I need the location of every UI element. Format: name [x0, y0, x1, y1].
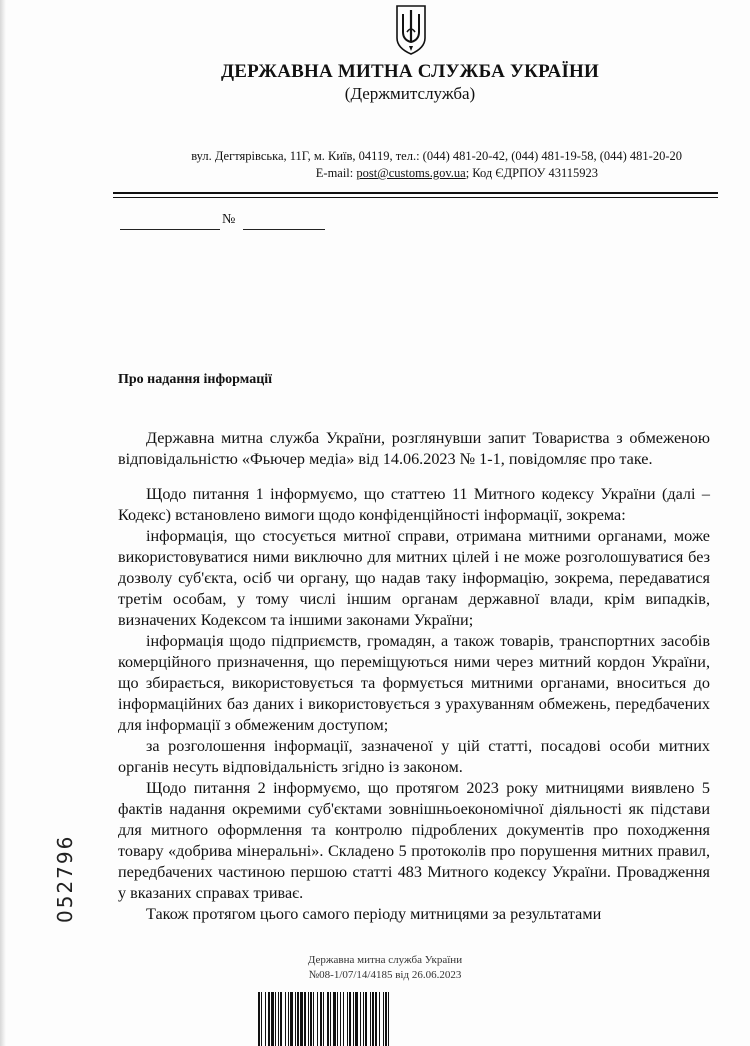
body-paragraph: Щодо питання 1 інформуємо, що статтею 11 Митного кодексу України (далі – Кодекс) встановлено вимоги щодо конфіденційності інформації, зокрема: [118, 485, 710, 524]
organization-title: ДЕРЖАВНА МИТНА СЛУЖБА УКРАЇНИ [220, 61, 600, 82]
email-label: E-mail: [315, 166, 357, 180]
edrpou-code: ; Код ЄДРПОУ 43115923 [465, 166, 598, 180]
barcode-bar [389, 992, 391, 1046]
contact-line [0, 165, 682, 182]
body-paragraph: Також протягом цього самого періоду митницями за результатами [146, 905, 602, 923]
body-paragraph: інформація, що стосується митної справи, отримана митними органами, може використовуватися ними виключно для митних цілей і не може розголошуватися без дозволу суб'єкта, осіб чи органу, що надав таку інформацію, зокрема, передаватися третім особам, у тому числі іншим органам державної влади, крім випадків, визначених Кодексом та іншими законами України; [118, 527, 710, 629]
stamp-org: Державна митна служба України [307, 954, 463, 966]
body-paragraph: за розголошення інформації, зазначеної у цій статті, посадові особи митних органів несуть відповідальність згідно із законом. [118, 737, 710, 776]
header-divider-thick [113, 192, 718, 194]
registration-number-blank [243, 229, 325, 230]
registration-date-blank [120, 229, 220, 230]
address-block [0, 148, 750, 182]
registration-number-sign: № [222, 212, 236, 227]
body-paragraph: Щодо питання 2 інформуємо, що протягом 2023 року митницями виявлено 5 фактів надання окремими суб'єктами зовнішньоекономічної діяльності як підстави для митного оформлення та контролю підроблених документів про походження товару «добрива мінеральні». Складено 5 протоколів про порушення митних правил, передбачених частиною першою статті 483 Митного кодексу України. Провадження у вказаних справах триває. [118, 779, 710, 902]
body-paragraph: інформація щодо підприємств, громадян, а також товарів, транспортних засобів комерційного призначення, що переміщуються ними через митний кордон України, що збирається, використовується та формується митними органами, вноситься до інформаційних баз даних і використовується з урахуванням обмежень, передбачених для інформації з обмеженим доступом; [118, 632, 710, 734]
email-link[interactable]: post@customs.gov.ua [356, 166, 466, 180]
organization-short-name: (Держмитслужба) [344, 84, 476, 103]
letter-subject: Про надання інформації [118, 372, 273, 387]
side-serial-number: 052796 [53, 834, 77, 923]
letter-body [118, 428, 710, 925]
trident-emblem-icon [393, 2, 429, 56]
body-paragraph: Державна митна служба України, розглянувши запит Товариства з обмеженою відповідальністю «Фьючер медіа» від 14.06.2023 № 1-1, повідомляє про таке. [118, 429, 710, 468]
registration-stamp [290, 953, 480, 983]
header-divider-thin [113, 197, 718, 198]
barcode [258, 992, 506, 1046]
stamp-number: №08-1/07/14/4185 від 26.06.2023 [308, 969, 462, 981]
address-line: вул. Дегтярівська, 11Г, м. Київ, 04119, тел.: (044) 481-20-42, (044) 481-19-58, (044) 481-20-20 [191, 149, 682, 163]
